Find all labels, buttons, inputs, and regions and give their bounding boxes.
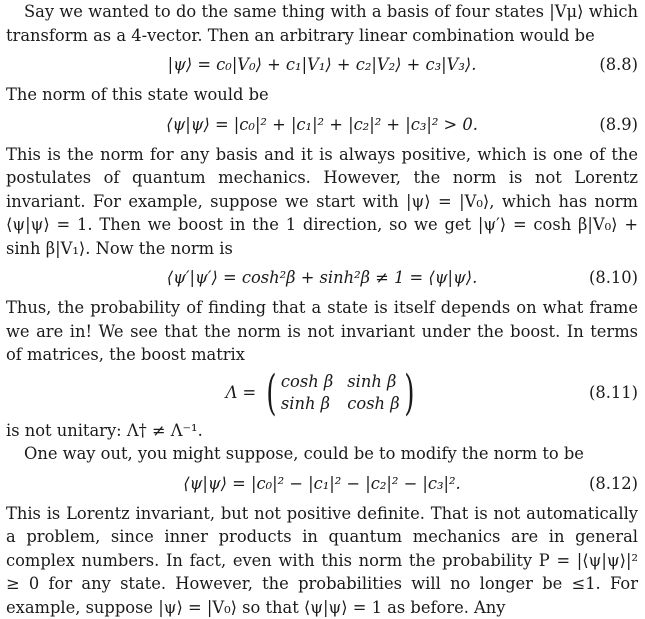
paragraph-lorentz-invariant: This is Lorentz invariant, but not positive definite. That is not automatically a problem, since inner products in quantum mechanics are in general complex numbers. In fact, even with this norm the probability P = |⟨ψ|ψ⟩|² ≥ 0 for any state. However, the probabilities will no longer be ≤1. For example, suppose |ψ⟩ = |V₀⟩ so that ⟨ψ|ψ⟩ = 1 as before. Any — [6, 502, 638, 619]
equation-8-10-number: (8.10) — [589, 260, 638, 296]
equation-8-9 — [6, 107, 638, 143]
equation-8-11 — [6, 367, 638, 419]
equation-8-12-number: (8.12) — [589, 466, 638, 502]
boost-matrix-lhs: Λ = — [226, 367, 257, 419]
matrix-entry-11: cosh β — [281, 371, 333, 393]
paragraph-norm-positive: This is the norm for any basis and it is always positive, which is one of the postulates of quantum mechanics. However, the norm is not Lorentz invariant. For example, suppose we start with |ψ⟩ = |V₀⟩, which has norm ⟨ψ|ψ⟩ = 1. Then we boost in the 1 direction, so we get |ψ′⟩ = cosh β|V₀⟩ + sinh β|V₁⟩. Now the norm is — [6, 143, 638, 261]
paragraph-frame-dependence: Thus, the probability of finding that a state is itself depends on what frame we are in! We see that the norm is not invariant under the boost. In terms of matrices, the boost matrix — [6, 296, 638, 367]
equation-8-10 — [6, 260, 638, 296]
matrix-entry-22: cosh β — [347, 393, 399, 415]
equation-8-8 — [6, 47, 638, 83]
equation-8-12-body: ⟨ψ|ψ⟩ = |c₀|² − |c₁|² − |c₂|² − |c₃|². — [183, 466, 460, 502]
document-page — [6, 0, 638, 619]
matrix-entry-12: sinh β — [347, 371, 399, 393]
left-paren: ( — [266, 369, 276, 417]
paragraph-norm-intro: The norm of this state would be — [6, 83, 638, 107]
right-paren: ) — [404, 369, 414, 417]
boost-matrix-entries — [281, 371, 400, 415]
equation-8-11-number: (8.11) — [589, 367, 638, 419]
matrix-entry-21: sinh β — [281, 393, 333, 415]
paragraph-modify-norm: One way out, you might suppose, could be to modify the norm to be — [6, 442, 638, 466]
paragraph-basis-intro: Say we wanted to do the same thing with a basis of four states |Vμ⟩ which transform as a 4-vector. Then an arbitrary linear combination would be — [6, 0, 638, 47]
boost-matrix — [226, 367, 419, 419]
paragraph-not-unitary: is not unitary: Λ† ≠ Λ⁻¹. — [6, 419, 638, 443]
equation-8-9-number: (8.9) — [599, 107, 638, 143]
equation-8-10-body: ⟨ψ′|ψ′⟩ = cosh²β + sinh²β ≠ 1 = ⟨ψ|ψ⟩. — [167, 260, 478, 296]
equation-8-8-body: |ψ⟩ = c₀|V₀⟩ + c₁|V₁⟩ + c₂|V₂⟩ + c₃|V₃⟩. — [168, 47, 477, 83]
equation-8-9-body: ⟨ψ|ψ⟩ = |c₀|² + |c₁|² + |c₂|² + |c₃|² > 0. — [166, 107, 478, 143]
equation-8-12 — [6, 466, 638, 502]
equation-8-8-number: (8.8) — [599, 47, 638, 83]
